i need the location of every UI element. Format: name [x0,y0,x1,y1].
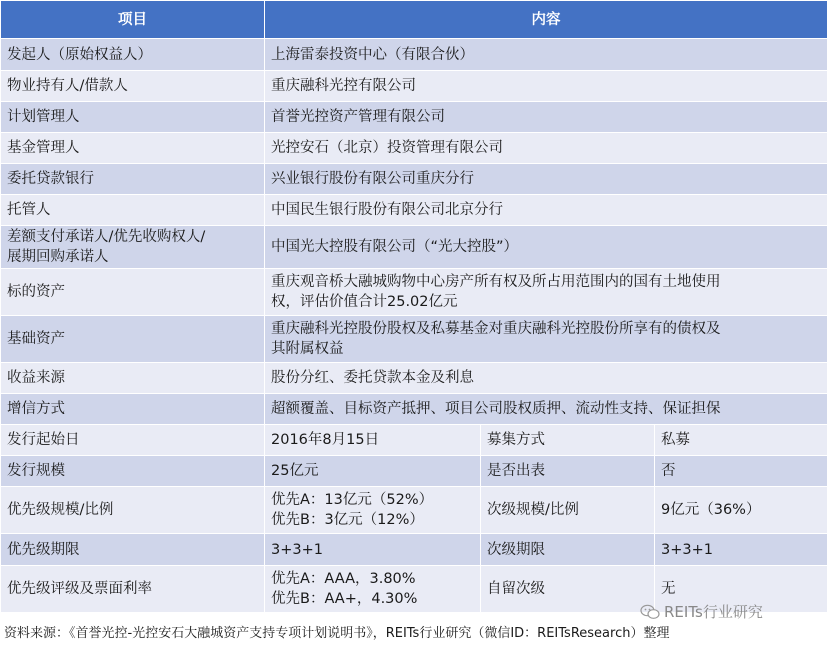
table-row [1,456,827,487]
row-value: 重庆融科光控有限公司 [265,71,827,102]
table-header-row [1,1,827,39]
row-label-2: 募集方式 [481,425,655,456]
row-value-line: 重庆融科光控股份股权及私募基金对重庆融科光控股份所享有的债权及 [271,321,721,337]
row-label: 发行规模 [1,456,265,487]
row-value: 上海雷泰投资中心（有限合伙） [265,39,827,71]
row-value: 中国光大控股有限公司（“光大控股”） [265,226,827,269]
row-value-line: 优先B：3亿元（12%） [271,512,424,528]
header-content: 内容 [265,1,827,39]
table-row [1,487,827,534]
table-row [1,425,827,456]
row-value: 3+3+1 [265,534,481,566]
row-label: 物业持有人/借款人 [1,71,265,102]
row-value-2: 3+3+1 [655,534,827,566]
row-value-line: 重庆观音桥大融城购物中心房产所有权及所占用范围内的国有土地使用 [271,274,721,290]
row-value-line: 优先A：AAA，3.80% [271,571,416,587]
row-label: 发起人（原始权益人） [1,39,265,71]
row-label-2: 是否出表 [481,456,655,487]
watermark [640,601,763,622]
row-value: 光控安石（北京）投资管理有限公司 [265,133,827,164]
table-row [1,316,827,363]
row-label: 发行起始日 [1,425,265,456]
row-value-line: 优先A：13亿元（52%） [271,492,434,508]
row-label: 收益来源 [1,363,265,394]
row-value: 股份分红、委托贷款本金及利息 [265,363,827,394]
row-value-line: 优先B：AA+，4.30% [271,591,418,607]
header-item: 项目 [1,1,265,39]
row-label: 计划管理人 [1,102,265,133]
table-row [1,226,827,269]
source-footnote: 资料来源：《首誉光控-光控安石大融城资产支持专项计划说明书》，REITs行业研究（微信ID：REITsResearch）整理 [4,626,670,641]
row-label-2: 次级规模/比例 [481,487,655,534]
row-value-2: 9亿元（36%） [655,487,827,534]
table-row [1,363,827,394]
table-row [1,195,827,226]
row-label: 增信方式 [1,394,265,425]
row-value-2: 私募 [655,425,827,456]
row-label: 优先级期限 [1,534,265,566]
row-value: 2016年8月15日 [265,425,481,456]
row-label: 委托贷款银行 [1,164,265,195]
row-value [265,269,827,316]
row-value [265,487,481,534]
row-value: 超额覆盖、目标资产抵押、项目公司股权质押、流动性支持、保证担保 [265,394,827,425]
row-value: 兴业银行股份有限公司重庆分行 [265,164,827,195]
row-label-2: 次级期限 [481,534,655,566]
row-value-line: 其附属权益 [271,341,344,357]
row-value-2: 无 [655,566,827,613]
row-label: 优先级规模/比例 [1,487,265,534]
row-value-line: 权，评估价值合计25.02亿元 [271,294,458,310]
row-value: 25亿元 [265,456,481,487]
row-value-2: 否 [655,456,827,487]
wechat-icon [640,604,660,620]
row-value: 中国民生银行股份有限公司北京分行 [265,195,827,226]
table-row [1,71,827,102]
row-value [265,566,481,613]
table-row [1,102,827,133]
table-row [1,164,827,195]
row-label: 基金管理人 [1,133,265,164]
row-label-2: 自留次级 [481,566,655,613]
watermark-text: REITs行业研究 [664,603,763,621]
row-value: 首誉光控资产管理有限公司 [265,102,827,133]
table-row [1,269,827,316]
row-label [1,226,265,269]
table-row [1,39,827,71]
row-label: 托管人 [1,195,265,226]
row-label-line: 展期回购承诺人 [7,249,109,265]
row-label: 优先级评级及票面利率 [1,566,265,613]
row-label-line: 差额支付承诺人/优先收购权人/ [7,229,206,245]
row-label: 基础资产 [1,316,265,363]
table-row [1,534,827,566]
table-row [1,133,827,164]
row-label: 标的资产 [1,269,265,316]
row-value [265,316,827,363]
table-row [1,394,827,425]
